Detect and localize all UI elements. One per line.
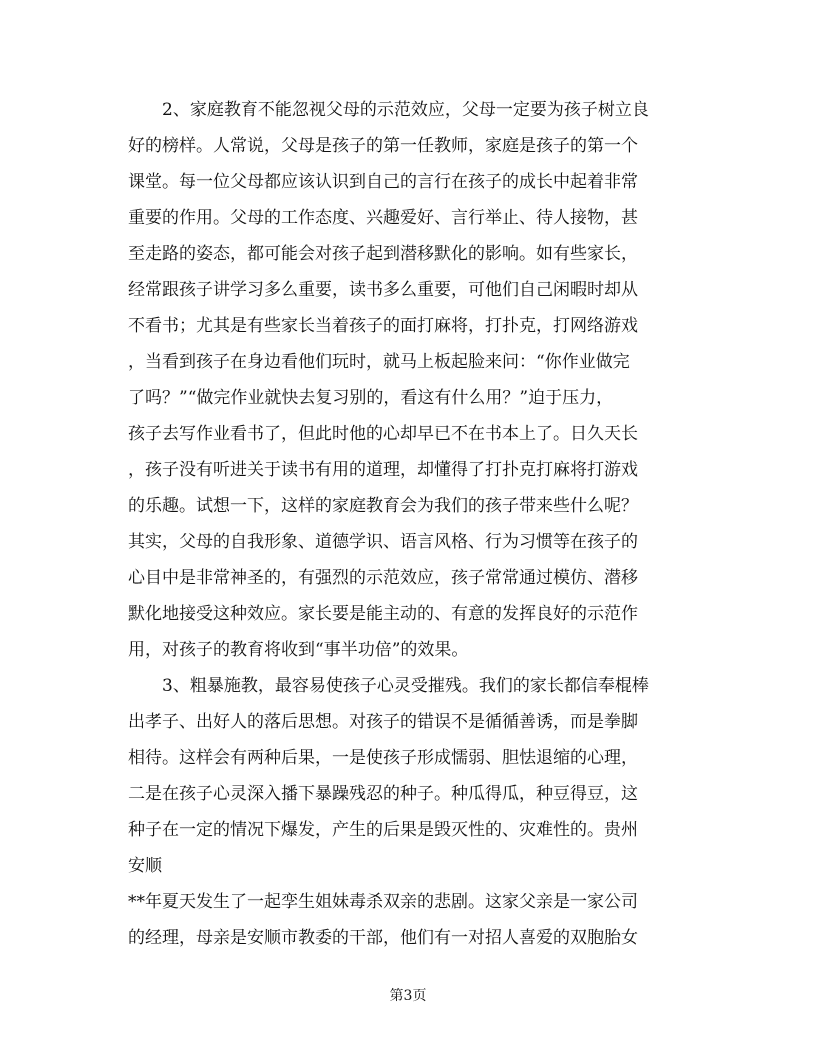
text-line: 用，对孩子的教育将收到“事半功倍”的效果。 [128,640,469,660]
text-line: 3、粗暴施教，最容易使孩子心灵受摧残。我们的家长都信奉棍棒 [128,676,649,696]
text-line: 出孝子、出好人的落后思想。对孩子的错误不是循循善诱，而是拳脚 [128,712,638,732]
text-line: ，孩子没有听进关于读书有用的道理，却懂得了打扑克打麻将打游戏 [128,460,638,480]
document-body [128,92,696,956]
text-line: 安顺 [128,856,162,876]
text-line: 的乐趣。试想一下，这样的家庭教育会为我们的孩子带来些什么呢？ [128,496,638,516]
text-line: **年夏天发生了一起孪生姐妹毒杀双亲的悲剧。这家父亲是一家公司 [128,892,638,912]
text-line: 种子在一定的情况下爆发，产生的后果是毁灭性的、灾难性的。贵州 [128,820,638,840]
text-line: 其实，父母的自我形象、道德学识、语言风格、行为习惯等在孩子的 [128,532,638,552]
text-line: 不看书；尤其是有些家长当着孩子的面打麻将，打扑克，打网络游戏 [128,316,638,336]
text-line: 默化地接受这种效应。家长要是能主动的、有意的发挥良好的示范作 [128,604,638,624]
text-line: 好的榜样。人常说，父母是孩子的第一任教师，家庭是孩子的第一个 [128,136,638,156]
text-line: 2、家庭教育不能忽视父母的示范效应，父母一定要为孩子树立良 [128,100,649,120]
text-line: 经常跟孩子讲学习多么重要，读书多么重要，可他们自己闲暇时却从 [128,280,638,300]
text-line: 了吗？”“做完作业就快去复习别的，看这有什么用？”迫于压力， [128,388,614,408]
page-number: 第3页 [389,988,427,1004]
text-line: ，当看到孩子在身边看他们玩时，就马上板起脸来问：“你作业做完 [128,352,630,372]
text-line: 二是在孩子心灵深入播下暴躁残忍的种子。种瓜得瓜，种豆得豆，这 [128,784,638,804]
text-line: 心目中是非常神圣的，有强烈的示范效应，孩子常常通过模仿、潜移 [128,568,638,588]
text-line: 重要的作用。父母的工作态度、兴趣爱好、言行举止、待人接物，甚 [128,208,638,228]
text-line: 的经理，母亲是安顺市教委的干部，他们有一对招人喜爱的双胞胎女 [128,928,638,948]
text-line: 孩子去写作业看书了，但此时他的心却早已不在书本上了。日久天长 [128,424,638,444]
text-line: 课堂。每一位父母都应该认识到自己的言行在孩子的成长中起着非常 [128,172,638,192]
text-line: 相待。这样会有两种后果，一是使孩子形成懦弱、胆怯退缩的心理， [128,748,638,768]
text-line: 至走路的姿态，都可能会对孩子起到潜移默化的影响。如有些家长， [128,244,638,264]
